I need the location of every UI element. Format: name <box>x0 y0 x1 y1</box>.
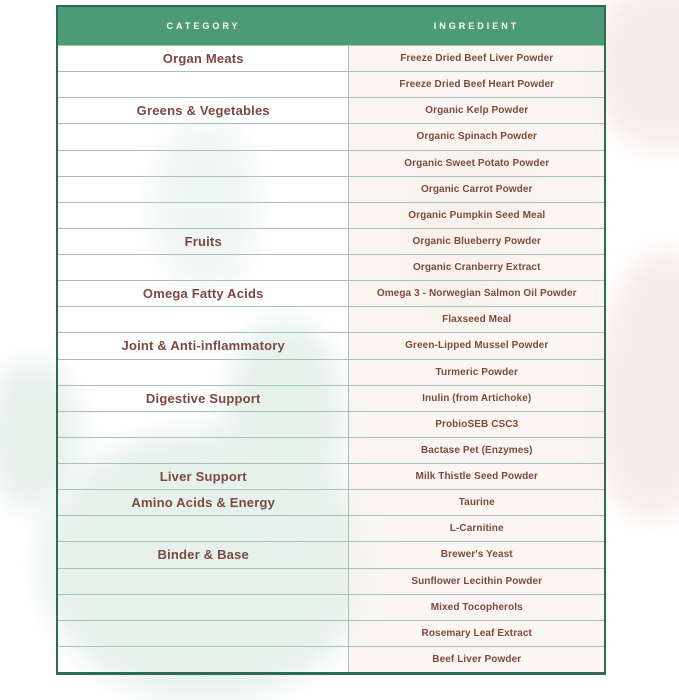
ingredient-cell: Taurine <box>348 490 604 515</box>
category-cell <box>58 595 348 620</box>
category-cell: Amino Acids & Energy <box>131 495 276 511</box>
ingredient-cell: L-Carnitine <box>348 516 604 541</box>
ingredient-cell: Organic Blueberry Powder <box>348 229 604 254</box>
ingredient-cell: Rosemary Leaf Extract <box>348 621 604 646</box>
table-row <box>58 254 604 280</box>
table-row <box>58 541 604 567</box>
column-header-category: CATEGORY <box>166 21 241 31</box>
table-row <box>58 594 604 620</box>
ingredient-cell: Inulin (from Artichoke) <box>348 386 604 411</box>
ingredient-cell: Milk Thistle Seed Powder <box>348 464 604 489</box>
ingredient-table <box>56 5 606 675</box>
ingredient-cell: Omega 3 - Norwegian Salmon Oil Powder <box>348 281 604 306</box>
category-cell: Digestive Support <box>145 390 261 406</box>
table-row <box>58 359 604 385</box>
table-body <box>58 45 604 672</box>
category-cell <box>58 569 348 594</box>
table-row <box>58 463 604 489</box>
ingredient-cell: Beef Liver Powder <box>348 647 604 672</box>
category-cell <box>58 307 348 332</box>
category-cell <box>58 360 348 385</box>
ingredient-cell: Organic Spinach Powder <box>348 124 604 149</box>
table-row <box>58 280 604 306</box>
ingredient-cell: ProbioSEB CSC3 <box>348 412 604 437</box>
table-row <box>58 306 604 332</box>
table-row <box>58 620 604 646</box>
category-cell <box>58 412 348 437</box>
table-row <box>58 202 604 228</box>
category-cell <box>58 647 348 672</box>
table-row <box>58 515 604 541</box>
table-row <box>58 411 604 437</box>
table-row <box>58 45 604 71</box>
ingredient-cell: Freeze Dried Beef Liver Powder <box>348 46 604 71</box>
ingredient-cell: Organic Kelp Powder <box>348 98 604 123</box>
table-row <box>58 176 604 202</box>
category-cell: Organ Meats <box>162 51 244 67</box>
category-cell: Greens & Vegetables <box>136 103 270 119</box>
category-cell <box>58 151 348 176</box>
category-cell: Joint & Anti-inflammatory <box>121 338 285 354</box>
ingredient-cell: Organic Cranberry Extract <box>348 255 604 280</box>
table-row <box>58 332 604 358</box>
ingredient-cell: Brewer's Yeast <box>348 542 604 567</box>
table-header-row <box>58 7 604 45</box>
column-header-ingredient: INGREDIENT <box>433 21 520 31</box>
category-cell <box>58 72 348 97</box>
ingredient-cell: Sunflower Lecithin Powder <box>348 569 604 594</box>
ingredient-cell: Organic Sweet Potato Powder <box>348 151 604 176</box>
category-cell <box>58 438 348 463</box>
table-row <box>58 71 604 97</box>
category-cell <box>58 177 348 202</box>
table-row <box>58 568 604 594</box>
category-cell: Fruits <box>184 233 222 249</box>
table-row <box>58 123 604 149</box>
category-cell: Binder & Base <box>157 547 249 563</box>
category-cell: Liver Support <box>159 469 247 485</box>
ingredient-cell: Organic Carrot Powder <box>348 177 604 202</box>
category-cell <box>58 255 348 280</box>
category-cell <box>58 124 348 149</box>
table-row <box>58 228 604 254</box>
ingredient-cell: Green-Lipped Mussel Powder <box>348 333 604 358</box>
ingredient-cell: Bactase Pet (Enzymes) <box>348 438 604 463</box>
ingredient-cell: Turmeric Powder <box>348 360 604 385</box>
ingredient-cell: Mixed Tocopherols <box>348 595 604 620</box>
table-row <box>58 489 604 515</box>
ingredient-cell: Freeze Dried Beef Heart Powder <box>348 72 604 97</box>
category-cell <box>58 516 348 541</box>
category-cell <box>58 621 348 646</box>
ingredient-cell: Organic Pumpkin Seed Meal <box>348 203 604 228</box>
ingredient-cell: Flaxseed Meal <box>348 307 604 332</box>
category-cell <box>58 203 348 228</box>
category-cell: Omega Fatty Acids <box>142 286 264 302</box>
table-row <box>58 437 604 463</box>
table-row <box>58 385 604 411</box>
table-row <box>58 646 604 672</box>
table-row <box>58 97 604 123</box>
table-row <box>58 150 604 176</box>
